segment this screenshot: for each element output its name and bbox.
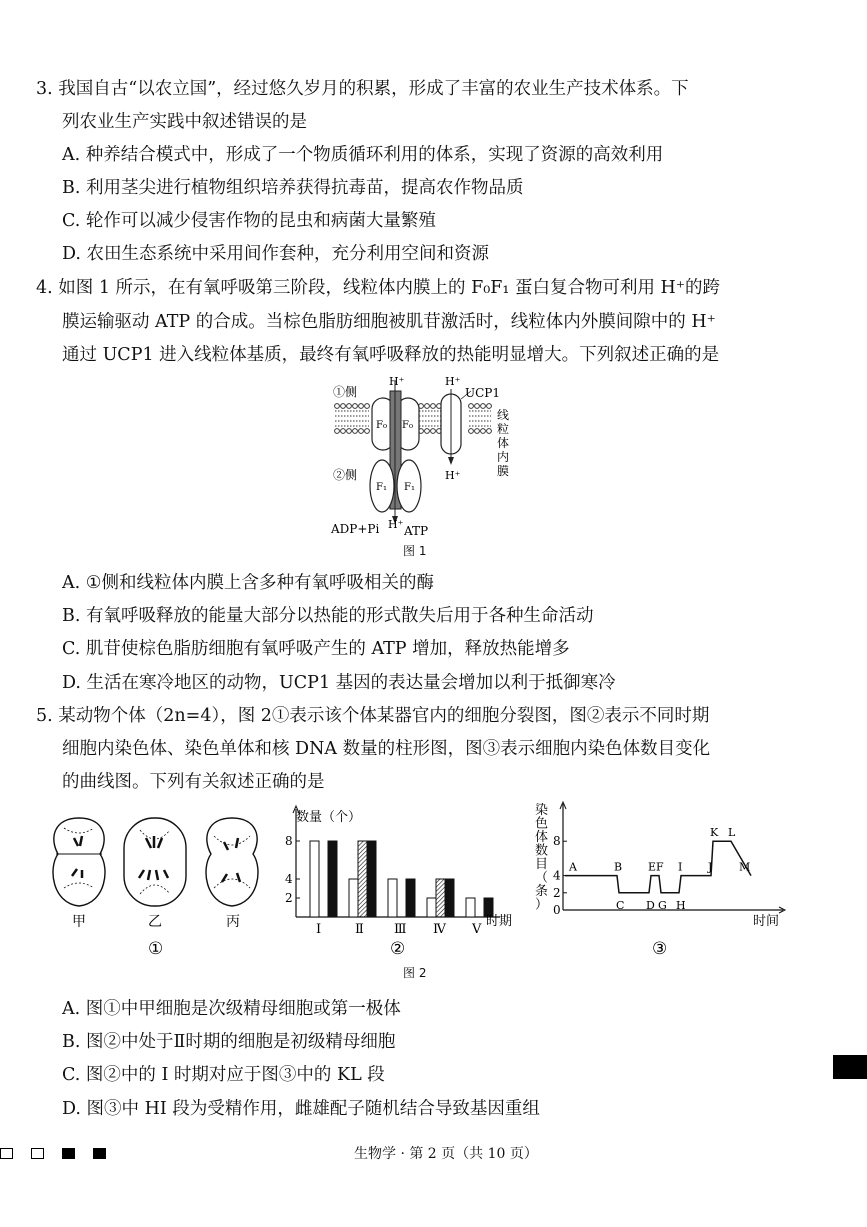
q4-option-b: B. 有氧呼吸释放的能量大部分以热能的形式散失后用于各种生命活动 — [62, 606, 594, 626]
svg-text:条: 条 — [535, 884, 549, 899]
line-point-label: G — [658, 898, 667, 912]
line-point-label: H — [676, 898, 686, 912]
svg-text:数: 数 — [535, 843, 549, 859]
line-point-label: I — [678, 860, 683, 874]
svg-text:）: ） — [535, 897, 549, 913]
fig1-f1-right: F₁ — [404, 482, 415, 493]
svg-text:体: 体 — [535, 830, 549, 845]
figure-2-caption: 图 2 — [403, 966, 427, 980]
q5-option-a: A. 图①中甲细胞是次级精母细胞或第一极体 — [62, 999, 401, 1019]
line-chart-axes — [553, 802, 785, 917]
bar-Ⅴ-series-0 — [466, 898, 475, 917]
q4-option-c: C. 肌苷使棕色脂肪细胞有氧呼吸产生的 ATP 增加，释放热能增多 — [62, 639, 570, 659]
bar-chart-xtick: Ⅴ — [472, 922, 482, 937]
bar-Ⅰ-series-2 — [328, 841, 337, 917]
line-point-label: D — [646, 898, 655, 912]
line-point-label: J — [708, 860, 713, 874]
svg-text:内: 内 — [497, 450, 510, 464]
bar-Ⅳ-series-0 — [427, 898, 436, 917]
bar-chart-xtick: Ⅰ — [316, 922, 322, 937]
q4-stem-line2: 膜运输驱动 ATP 的合成。当棕色脂肪细胞被肌苷激活时，线粒体内外膜间隙中的 H⁺ — [62, 312, 716, 332]
line-point-label: L — [728, 826, 736, 840]
q5-option-b: B. 图②中处于Ⅱ时期的细胞是初级精母细胞 — [62, 1032, 396, 1052]
bar-chart-ytick: 4 — [285, 872, 293, 886]
cell-label-jia: 甲 — [72, 914, 86, 930]
line-chart-ytick: 0 — [553, 903, 561, 917]
svg-text:染: 染 — [535, 803, 549, 818]
fig1-side2-label: ②侧 — [333, 468, 358, 482]
page-edge-marker — [833, 1055, 867, 1079]
bar-chart-ylabel: 数量（个） — [296, 810, 362, 825]
fig1-membrane-label — [497, 407, 509, 478]
bar-chart-xlabel: 时期 — [486, 914, 513, 929]
svg-text:体: 体 — [497, 436, 510, 450]
line-chart-ylabel — [535, 802, 548, 913]
bar-chart-xtick: Ⅲ — [394, 922, 407, 937]
cell-bing — [206, 818, 258, 906]
figure-2-line-chart — [533, 800, 795, 958]
cell-jia — [53, 818, 105, 906]
svg-text:色: 色 — [535, 816, 549, 832]
q5-stem-line2: 细胞内染色体、染色单体和核 DNA 数量的柱形图，图③表示细胞内染色体数目变化 — [62, 739, 711, 759]
line-point-label: M — [739, 860, 751, 874]
fig1-h-right: H⁺ — [445, 469, 461, 482]
figure-1 — [325, 373, 515, 538]
fig1-side1-label: ①侧 — [333, 385, 358, 399]
cell-label-yi: 乙 — [148, 914, 162, 930]
q3-option-b: B. 利用茎尖进行植物组织培养获得抗毒苗，提高农作物品质 — [62, 178, 524, 198]
line-chart-ytick: 4 — [553, 868, 561, 883]
figure-2-bar-chart — [278, 803, 523, 958]
q3-option-c: C. 轮作可以减少侵害作物的昆虫和病菌大量繁殖 — [62, 211, 436, 231]
q5-stem-line3: 的曲线图。下列有关叙述正确的是 — [62, 772, 325, 792]
cell-yi — [124, 818, 186, 906]
bar-Ⅱ-series-0 — [349, 879, 358, 917]
fig1-h-bottom: H⁺ — [388, 518, 404, 531]
bar-Ⅳ-series-2 — [445, 879, 454, 917]
q4-option-d: D. 生活在寒冷地区的动物，UCP1 基因的表达量会增加以利于抵御寒冷 — [62, 673, 616, 693]
bar-chart-xtick: Ⅱ — [355, 922, 364, 937]
fig1-adp-label: ADP+Pi — [331, 522, 380, 536]
bar-Ⅲ-series-2 — [406, 879, 415, 917]
q5-option-d: D. 图③中 HI 段为受精作用，雌雄配子随机结合导致基因重组 — [62, 1099, 540, 1119]
fig1-f0-right: F₀ — [402, 420, 413, 431]
figure-1-caption: 图 1 — [403, 544, 427, 558]
bar-Ⅲ-series-0 — [388, 879, 397, 917]
bar-Ⅰ-series-0 — [310, 841, 319, 917]
bar-Ⅳ-series-1 — [436, 879, 445, 917]
line-point-label: F — [656, 860, 664, 874]
bar-Ⅱ-series-2 — [367, 841, 376, 917]
figure-2-cells — [44, 808, 274, 958]
fig2-sub3-label: ③ — [652, 939, 668, 958]
fig1-h-top1: H⁺ — [389, 375, 405, 388]
q4-stem-line1: 4. 如图 1 所示，在有氧呼吸第三阶段，线粒体内膜上的 F₀F₁ 蛋白复合物可利用 H⁺的跨 — [36, 278, 721, 298]
q3-stem-line1: 3. 我国自古“以农立国”，经过悠久岁月的积累，形成了丰富的农业生产技术体系。下 — [36, 79, 689, 99]
q4-stem-line3: 通过 UCP1 进入线粒体基质，最终有氧呼吸释放的热能明显增大。下列叙述正确的是 — [62, 345, 720, 365]
svg-text:线: 线 — [497, 408, 510, 422]
line-point-label: A — [569, 860, 577, 874]
line-point-label: E — [648, 860, 657, 874]
line-point-label: K — [710, 826, 719, 840]
registration-mark — [0, 1148, 13, 1159]
fig1-ucp1-label: UCP1 — [465, 386, 501, 400]
line-point-label: B — [614, 860, 623, 874]
fig1-f1-left: F₁ — [376, 482, 387, 493]
page-footer: 生物学 · 第 2 页（共 10 页） — [354, 1146, 538, 1162]
q5-option-c: C. 图②中的 Ⅰ 时期对应于图③中的 KL 段 — [62, 1065, 385, 1085]
fig1-h-top2: H⁺ — [445, 375, 461, 388]
fig2-sub1-label: ① — [148, 939, 164, 958]
bar-chart-ytick: 2 — [285, 891, 293, 905]
svg-text:目: 目 — [535, 857, 549, 872]
bar-chart-ytick: 8 — [285, 834, 293, 848]
bar-chart-xtick: Ⅳ — [433, 922, 446, 937]
q3-stem-line2: 列农业生产实践中叙述错误的是 — [62, 112, 307, 132]
fig1-atp-label: ATP — [404, 524, 429, 538]
bar-Ⅱ-series-1 — [358, 841, 367, 917]
cell-label-bing: 丙 — [226, 914, 240, 930]
svg-text:粒: 粒 — [497, 422, 510, 436]
fig2-sub2-label: ② — [390, 939, 406, 958]
line-chart-xlabel: 时间 — [753, 914, 780, 929]
registration-mark — [31, 1148, 44, 1159]
q3-option-a: A. 种养结合模式中，形成了一个物质循环利用的体系，实现了资源的高效利用 — [62, 145, 664, 165]
fig1-f0-left: F₀ — [376, 420, 387, 431]
line-chart-ytick: 2 — [553, 885, 561, 900]
line-point-label: C — [616, 898, 625, 912]
line-chart-ytick: 8 — [553, 834, 561, 849]
svg-text:（: （ — [535, 870, 549, 886]
registration-mark — [93, 1148, 106, 1159]
q3-option-d: D. 农田生态系统中采用间作套种，充分利用空间和资源 — [62, 244, 490, 264]
q5-stem-line1: 5. 某动物个体（2n=4），图 2①表示该个体某器官内的细胞分裂图，图②表示不同时期 — [36, 706, 710, 726]
q4-option-a: A. ①侧和线粒体内膜上含多种有氧呼吸相关的酶 — [62, 573, 434, 593]
registration-mark — [62, 1148, 75, 1159]
svg-text:膜: 膜 — [497, 464, 510, 478]
